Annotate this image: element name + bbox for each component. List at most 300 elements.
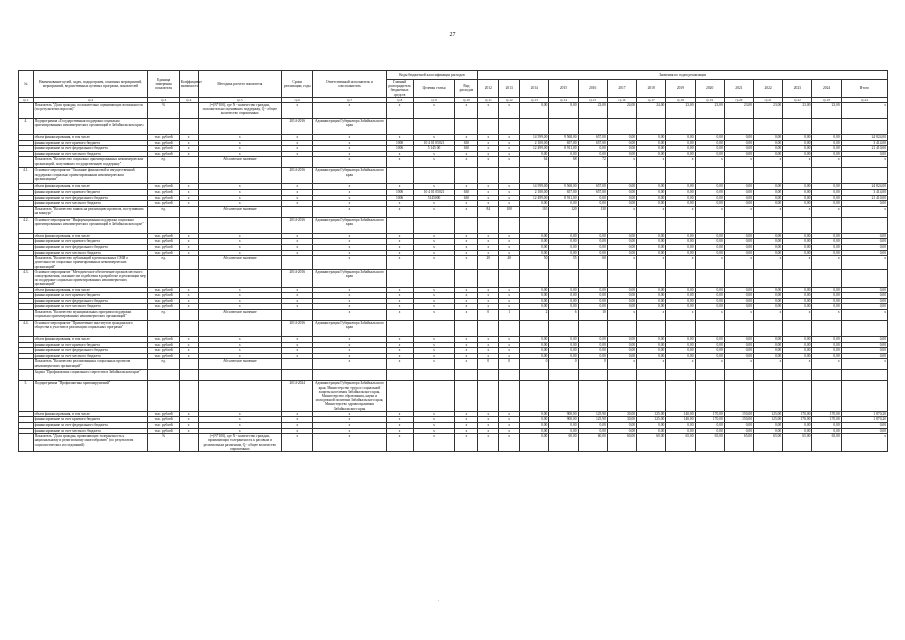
table-cell [520, 269, 549, 287]
table-cell: 84 [478, 206, 499, 217]
table-cell: х [198, 239, 282, 245]
table-cell: 0,00 [607, 195, 636, 201]
table-cell: 0,00 [754, 189, 783, 195]
table-cell [19, 309, 34, 320]
table-cell [19, 370, 34, 381]
table-cell: 1006 [386, 189, 413, 195]
table-cell: х [455, 434, 478, 452]
table-cell [179, 269, 198, 287]
table-cell: 0,00 [578, 298, 607, 304]
table-cell: тыс. рублей [148, 244, 179, 250]
table-cell: 0,00 [812, 304, 841, 310]
table-cell: х [282, 140, 313, 146]
table-cell: х [198, 146, 282, 152]
table-cell: 2014-2024 [282, 381, 313, 411]
table-cell [607, 370, 636, 381]
header-year-2016: 2016 [578, 80, 607, 98]
table-cell: х [695, 309, 724, 320]
table-cell: х [313, 239, 386, 245]
table-cell: 1 870,20 [841, 411, 887, 417]
table-cell: х [413, 336, 455, 342]
table-cell: х [413, 250, 455, 256]
table-cell: 0,00 [549, 428, 578, 434]
table-cell: 0,00 [520, 434, 549, 452]
column-index-cell: гр.3 [148, 97, 179, 102]
table-cell: 68 [549, 157, 578, 168]
table-cell: х [478, 353, 499, 359]
table-cell: 30,00 [607, 417, 636, 423]
table-cell: х [478, 157, 499, 168]
table-cell: 0,00 [841, 287, 887, 293]
row-name-cell: Показатель "Количество заявок на реализацию проектов, поступивших на конкурс" [33, 206, 148, 217]
column-index-cell: гр.24 [841, 97, 887, 102]
table-cell: х [282, 239, 313, 245]
table-cell: 0,00 [520, 151, 549, 157]
table-cell: 150,00 [724, 411, 753, 417]
table-cell: х [455, 428, 478, 434]
table-cell: 65,00 [724, 434, 753, 452]
table-cell: х [386, 256, 413, 270]
table-cell [841, 119, 887, 135]
table-cell: х [455, 342, 478, 348]
table-cell: 12 499,00 [520, 146, 549, 152]
table-cell: 0,00 [812, 135, 841, 141]
table-cell: х [783, 206, 812, 217]
table-cell: 0,00 [607, 342, 636, 348]
table-cell: х [198, 353, 282, 359]
table-cell: 0,00 [841, 298, 887, 304]
table-cell: х [313, 233, 386, 239]
table-cell: х [313, 293, 386, 299]
table-cell: 0,00 [578, 428, 607, 434]
table-cell: х [413, 233, 455, 239]
table-cell: х [499, 233, 520, 239]
table-cell: 0,00 [754, 304, 783, 310]
table-cell: х [666, 206, 695, 217]
table-cell [695, 370, 724, 381]
header-code-admin: Главный распорядитель бюджетных средств [386, 80, 413, 98]
table-cell [198, 217, 282, 233]
table-cell: х [455, 417, 478, 423]
table-cell [455, 370, 478, 381]
table-cell: 0,00 [666, 298, 695, 304]
table-cell: х [179, 293, 198, 299]
table-cell [386, 269, 413, 287]
table-cell: х [812, 359, 841, 370]
table-cell: 0,00 [520, 233, 549, 239]
row-name-cell: Основное мероприятие "Оказание финансовой и имущественной поддержки социально ориентированным некоммерческим организациям" [33, 168, 148, 184]
table-cell [578, 119, 607, 135]
table-cell: х [607, 309, 636, 320]
table-cell: 125,90 [578, 417, 607, 423]
table-cell [386, 119, 413, 135]
table-cell [841, 320, 887, 336]
table-cell: х [499, 417, 520, 423]
table-cell: 0,00 [607, 151, 636, 157]
table-cell: х [478, 140, 499, 146]
table-cell [812, 269, 841, 287]
table-cell: Абсолютное значение [198, 157, 282, 168]
table-cell: 0,00 [666, 135, 695, 141]
table-cell: 0,00 [549, 342, 578, 348]
table-cell: 0,00 [812, 353, 841, 359]
table-cell: х [455, 309, 478, 320]
table-cell: 24 824,00 [841, 135, 887, 141]
table-cell: х [179, 298, 198, 304]
table-cell: х [637, 359, 666, 370]
table-cell [666, 168, 695, 184]
table-cell: х [478, 342, 499, 348]
row-name-cell: объем финансирования, в том числе [33, 233, 148, 239]
table-cell: 657,00 [578, 184, 607, 190]
table-cell: 10 4 01 05021 [413, 140, 455, 146]
table-cell: х [607, 206, 636, 217]
table-cell: х [313, 422, 386, 428]
table-cell [386, 217, 413, 233]
table-cell: 23,00 [695, 103, 724, 119]
table-cell: х [179, 428, 198, 434]
table-cell: 24 824,00 [841, 184, 887, 190]
table-cell: 0,00 [666, 151, 695, 157]
table-cell: х [282, 146, 313, 152]
table-cell: Абсолютное значение [198, 309, 282, 320]
table-cell: 60,00 [607, 434, 636, 452]
table-cell: 23,00 [783, 103, 812, 119]
table-cell: х [198, 151, 282, 157]
table-cell [179, 217, 198, 233]
table-cell: 0,00 [812, 348, 841, 354]
table-cell: 0,00 [724, 304, 753, 310]
table-cell: х [282, 287, 313, 293]
table-cell [549, 168, 578, 184]
table-cell: 0,00 [520, 417, 549, 423]
table-cell: 0,00 [724, 201, 753, 207]
column-index-cell: гр.12 [499, 97, 520, 102]
table-cell: 0,00 [520, 422, 549, 428]
table-cell: 0,00 [812, 189, 841, 195]
table-cell: 0,00 [841, 293, 887, 299]
row-name-cell: финансирование за счет федерального бюджета [33, 298, 148, 304]
table-cell [578, 217, 607, 233]
table-cell: 0,00 [841, 422, 887, 428]
table-cell: х [282, 342, 313, 348]
table-cell: 0,00 [724, 140, 753, 146]
table-cell: 10 [578, 309, 607, 320]
table-cell: Абсолютное значение [198, 256, 282, 270]
table-cell: 50 [520, 256, 549, 270]
table-cell: 100 [499, 206, 520, 217]
table-cell: х [179, 348, 198, 354]
table-cell: х [179, 135, 198, 141]
table-cell: х [478, 298, 499, 304]
table-cell: х [754, 157, 783, 168]
table-cell: х [179, 422, 198, 428]
table-cell: 0,00 [812, 233, 841, 239]
table-cell: х [282, 348, 313, 354]
table-cell: 0,00 [607, 250, 636, 256]
table-cell: 0,00 [637, 184, 666, 190]
table-cell [413, 381, 455, 411]
table-cell: 0,00 [754, 135, 783, 141]
table-cell: 2 100,00 [520, 189, 549, 195]
table-cell [841, 370, 887, 381]
table-cell: 0,00 [783, 195, 812, 201]
table-cell: Администрация Губернатора Забайкальского края, Министерство труда и социальной защиты населения Забайкальского края, Министерство образования, науки и молодежной политики Забайкальского края, Министерство здравоохранения Забайкальского края [313, 381, 386, 411]
table-cell: 0,00 [578, 146, 607, 152]
table-cell: 0,00 [695, 304, 724, 310]
table-cell: 2014-2016 [282, 269, 313, 287]
table-cell: х [666, 256, 695, 270]
table-cell [578, 269, 607, 287]
table-cell: 0,00 [666, 239, 695, 245]
table-cell: х [413, 135, 455, 141]
table-cell [549, 119, 578, 135]
table-cell [841, 381, 887, 411]
page-number: 27 [449, 32, 456, 38]
table-cell: тыс. рублей [148, 184, 179, 190]
table-cell: 0,00 [783, 201, 812, 207]
table-cell: 23,00 [812, 103, 841, 119]
table-cell [724, 370, 753, 381]
table-cell: х [455, 336, 478, 342]
table-cell: 10 4 01 05021 [413, 189, 455, 195]
table-cell [637, 217, 666, 233]
table-cell: 0,00 [783, 298, 812, 304]
table-cell: 9 568,00 [549, 184, 578, 190]
table-cell: 0,00 [637, 298, 666, 304]
header-code-vr: Вид расходов [455, 80, 478, 98]
table-cell: 0,00 [666, 428, 695, 434]
table-cell: Абсолютное значение [198, 206, 282, 217]
table-cell: 0,00 [607, 189, 636, 195]
header-year-2013: 2013 [499, 80, 520, 98]
table-cell: 0,00 [637, 422, 666, 428]
program-table [18, 70, 888, 452]
table-cell: 0,00 [520, 353, 549, 359]
table-cell: х [478, 293, 499, 299]
table-cell: 0,00 [841, 233, 887, 239]
table-cell: 0,00 [666, 342, 695, 348]
table-cell: х [386, 244, 413, 250]
table-cell: х [455, 411, 478, 417]
table-cell: х [313, 135, 386, 141]
table-cell [282, 256, 313, 270]
table-cell: х [413, 353, 455, 359]
table-cell: х [455, 298, 478, 304]
table-cell: % [148, 103, 179, 119]
table-cell [179, 256, 198, 270]
table-cell: 1006 [386, 195, 413, 201]
table-cell: 64 [520, 157, 549, 168]
table-cell: 23,00 [666, 103, 695, 119]
table-cell: х [386, 336, 413, 342]
row-name-cell: финансирование за счет краевого бюджета [33, 417, 148, 423]
table-cell [198, 381, 282, 411]
table-cell: 0,00 [637, 146, 666, 152]
table-cell: 110 [520, 206, 549, 217]
table-cell: х [455, 206, 478, 217]
header-responsible: Ответственный исполнитель и соисполнитель [313, 71, 386, 98]
bottom-mark: . [438, 598, 440, 603]
header-year-2018: 2018 [637, 80, 666, 98]
table-cell: х [499, 201, 520, 207]
table-cell: 0,00 [695, 195, 724, 201]
row-name-cell: Показатель "Количество социально ориентированных некоммерческих организаций, получивших государственную поддержку" [33, 157, 148, 168]
table-cell: тыс. рублей [148, 250, 179, 256]
table-cell [637, 370, 666, 381]
table-cell: 0,00 [841, 304, 887, 310]
table-cell: х [783, 359, 812, 370]
table-cell: х [313, 287, 386, 293]
header-unit: Единица измерения показателя [148, 71, 179, 98]
table-cell: х [413, 342, 455, 348]
column-index-cell: гр.2 [33, 97, 148, 102]
table-cell: 0,00 [724, 422, 753, 428]
table-cell: 0,00 [812, 250, 841, 256]
table-cell: 0,00 [520, 348, 549, 354]
table-cell [148, 269, 179, 287]
table-cell: 140,00 [666, 411, 695, 417]
table-cell: 0,00 [666, 250, 695, 256]
table-cell: х [812, 309, 841, 320]
table-cell: х [841, 256, 887, 270]
table-cell [637, 381, 666, 411]
table-cell: х [455, 359, 478, 370]
table-cell: тыс. рублей [148, 336, 179, 342]
row-name-cell: объем финансирования, в том числе [33, 411, 148, 417]
table-cell [455, 119, 478, 135]
table-cell: 0,00 [724, 184, 753, 190]
table-cell: х [724, 359, 753, 370]
header-year-2015: 2015 [549, 80, 578, 98]
table-cell [148, 320, 179, 336]
table-cell: 0,00 [783, 353, 812, 359]
table-cell: 0,00 [637, 287, 666, 293]
table-cell: 0,00 [783, 135, 812, 141]
table-cell: 0,00 [754, 287, 783, 293]
table-cell: 0,00 [666, 293, 695, 299]
table-cell: х [179, 189, 198, 195]
table-cell: 0,00 [578, 342, 607, 348]
table-cell: х [455, 184, 478, 190]
table-cell: х [478, 304, 499, 310]
table-cell: 0,00 [578, 239, 607, 245]
table-cell: х [313, 201, 386, 207]
table-cell: 0,00 [812, 287, 841, 293]
row-name-cell: Показатель "Доля граждан, положительно оценивающих возможности (по результатам опросов)" [33, 103, 148, 119]
table-cell: 0,00 [724, 195, 753, 201]
table-cell: 0,00 [724, 233, 753, 239]
table-cell: х [478, 146, 499, 152]
table-cell: 0,00 [520, 304, 549, 310]
table-cell: 0,00 [637, 250, 666, 256]
table-cell [478, 217, 499, 233]
table-cell: тыс. рублей [148, 353, 179, 359]
table-cell [19, 103, 34, 119]
table-cell: 0,00 [607, 233, 636, 239]
column-index-cell: гр.11 [478, 97, 499, 102]
table-cell: х [386, 428, 413, 434]
row-name-cell: финансирование за счет федерального бюджета [33, 244, 148, 250]
table-cell: х [455, 151, 478, 157]
table-cell [695, 381, 724, 411]
column-index-cell: гр.16 [607, 97, 636, 102]
header-year-2021: 2021 [724, 80, 753, 98]
table-cell: х [478, 287, 499, 293]
table-cell: 0,00 [695, 233, 724, 239]
table-cell: 65,00 [783, 434, 812, 452]
table-cell: х [179, 244, 198, 250]
table-cell: 0,00 [520, 298, 549, 304]
table-cell: х [607, 359, 636, 370]
table-cell: х [455, 304, 478, 310]
table-cell: 0,00 [549, 353, 578, 359]
table-cell: % [148, 434, 179, 452]
table-cell: 0,00 [607, 422, 636, 428]
table-cell: 21 410,00 [841, 195, 887, 201]
table-cell: 0,00 [695, 298, 724, 304]
table-cell: х [478, 201, 499, 207]
table-cell: 0,00 [607, 298, 636, 304]
table-row [19, 359, 888, 370]
table-cell [666, 320, 695, 336]
table-cell: 170,00 [812, 417, 841, 423]
table-cell: 0,00 [754, 140, 783, 146]
table-cell: 657,00 [578, 189, 607, 195]
table-cell: 0,00 [666, 184, 695, 190]
table-cell: х [499, 135, 520, 141]
table-cell: 900,00 [549, 411, 578, 417]
table-cell [478, 168, 499, 184]
table-cell: х [499, 336, 520, 342]
table-cell: 0,00 [695, 428, 724, 434]
table-cell: х [413, 206, 455, 217]
row-name-cell: финансирование за счет краевого бюджета [33, 293, 148, 299]
table-cell: 0,00 [549, 298, 578, 304]
table-cell: х [812, 256, 841, 270]
table-cell: 0,00 [549, 233, 578, 239]
table-cell: х [179, 146, 198, 152]
table-cell [520, 119, 549, 135]
header-term: Сроки реализации, годы [282, 71, 313, 98]
table-cell [812, 119, 841, 135]
table-cell: 150,00 [724, 417, 753, 423]
table-cell [520, 217, 549, 233]
table-cell: 0,00 [812, 336, 841, 342]
table-cell: 130 [578, 206, 607, 217]
table-row [19, 269, 888, 287]
table-cell [478, 370, 499, 381]
column-index-cell: гр.19 [695, 97, 724, 102]
table-cell: 0 [478, 359, 499, 370]
table-cell: 0,00 [812, 151, 841, 157]
table-cell [754, 370, 783, 381]
table-cell [386, 320, 413, 336]
table-cell [148, 119, 179, 135]
table-cell: 0,00 [724, 151, 753, 157]
table-cell: 0,00 [607, 353, 636, 359]
table-cell: 60,00 [578, 434, 607, 452]
table-cell: х [198, 336, 282, 342]
table-cell: х [282, 417, 313, 423]
table-cell: 0,00 [841, 250, 887, 256]
table-cell: х [413, 428, 455, 434]
table-cell: х [666, 157, 695, 168]
table-cell: 0 [549, 359, 578, 370]
table-cell: 0,00 [695, 146, 724, 152]
table-cell: 0,00 [637, 293, 666, 299]
table-cell: х [198, 422, 282, 428]
